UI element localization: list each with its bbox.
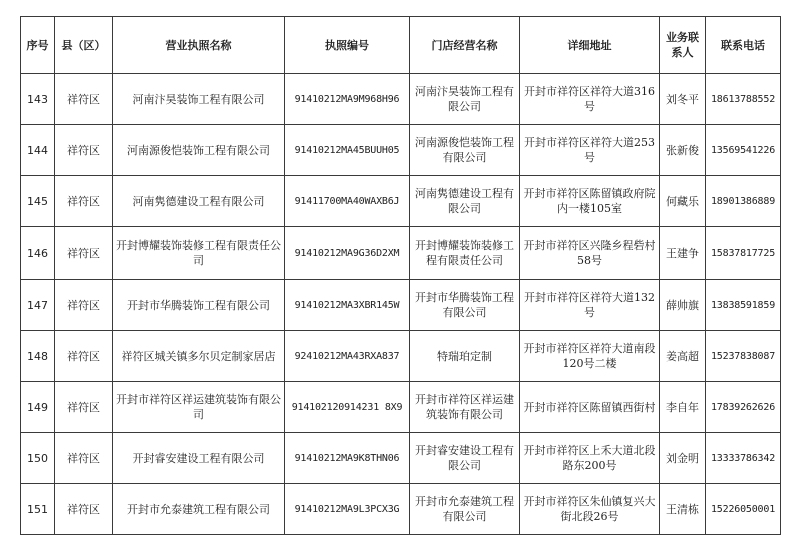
header-seq: 序号 [21,17,55,74]
table-body [21,74,781,535]
row-contact: 王建争 [660,227,706,280]
row-store-name: 河南源俊恺装饰工程有限公司 [410,125,520,176]
row-license-no: 914102120914231 8X9 [285,382,410,433]
row-license-no: 91410212MA9G36D2XM [285,227,410,280]
row-contact: 薛帅旗 [660,280,706,331]
row-phone: 17839262626 [706,382,781,433]
row-phone: 15237838087 [706,331,781,382]
row-contact: 李自年 [660,382,706,433]
row-contact: 刘冬平 [660,74,706,125]
row-license-name: 开封市华腾装饰工程有限公司 [113,280,285,331]
row-address: 开封市祥符区祥符大道132号 [520,280,660,331]
table-row [21,125,781,176]
row-phone: 13569541226 [706,125,781,176]
row-store-name: 开封市祥符区祥运建筑装饰有限公司 [410,382,520,433]
row-district: 祥符区 [55,433,113,484]
table-row [21,74,781,125]
header-district: 县（区） [55,17,113,74]
record-sheet [20,16,780,535]
row-license-no: 91410212MA45BUUH05 [285,125,410,176]
header-license-no: 执照编号 [285,17,410,74]
row-address: 开封市祥符区陈留镇政府院内一楼105室 [520,176,660,227]
row-seq: 146 [21,227,55,280]
row-license-name: 开封睿安建设工程有限公司 [113,433,285,484]
row-address: 开封市祥符区兴隆乡程砦村58号 [520,227,660,280]
row-store-name: 开封市华腾装饰工程有限公司 [410,280,520,331]
row-license-name: 开封市允泰建筑工程有限公司 [113,484,285,535]
row-store-name: 特瑞珀定制 [410,331,520,382]
header-contact: 业务联系人 [660,17,706,74]
row-store-name: 河南隽德建设工程有限公司 [410,176,520,227]
row-seq: 147 [21,280,55,331]
row-license-name: 河南源俊恺装饰工程有限公司 [113,125,285,176]
header-store-name: 门店经营名称 [410,17,520,74]
row-contact: 姜高超 [660,331,706,382]
table-row [21,331,781,382]
row-contact: 王清栋 [660,484,706,535]
row-license-name: 祥符区城关镇多尔贝定制家居店 [113,331,285,382]
row-license-name: 河南隽德建设工程有限公司 [113,176,285,227]
header-license-name: 营业执照名称 [113,17,285,74]
row-license-no: 92410212MA43RXA837 [285,331,410,382]
row-license-name: 开封市祥符区祥运建筑装饰有限公司 [113,382,285,433]
row-district: 祥符区 [55,227,113,280]
row-district: 祥符区 [55,331,113,382]
row-seq: 143 [21,74,55,125]
table-row [21,484,781,535]
row-license-name: 开封博耀装饰装修工程有限责任公司 [113,227,285,280]
row-seq: 145 [21,176,55,227]
business-registry-table [20,16,781,535]
row-seq: 150 [21,433,55,484]
row-license-name: 河南汴昊装饰工程有限公司 [113,74,285,125]
row-district: 祥符区 [55,484,113,535]
row-license-no: 91410212MA3XBR145W [285,280,410,331]
row-district: 祥符区 [55,176,113,227]
header-address: 详细地址 [520,17,660,74]
header-row [21,17,781,74]
row-contact: 刘金明 [660,433,706,484]
row-store-name: 开封睿安建设工程有限公司 [410,433,520,484]
row-phone: 13333786342 [706,433,781,484]
row-license-no: 91410212MA9L3PCX3G [285,484,410,535]
row-phone: 15226050001 [706,484,781,535]
row-license-no: 91410212MA9K8THN06 [285,433,410,484]
table-row [21,382,781,433]
row-seq: 148 [21,331,55,382]
row-seq: 144 [21,125,55,176]
row-store-name: 河南汴昊装饰工程有限公司 [410,74,520,125]
row-district: 祥符区 [55,74,113,125]
row-contact: 张新俊 [660,125,706,176]
table-row [21,280,781,331]
row-address: 开封市祥符区陈留镇西街村 [520,382,660,433]
row-store-name: 开封市允泰建筑工程有限公司 [410,484,520,535]
row-seq: 151 [21,484,55,535]
table-row [21,176,781,227]
row-address: 开封市祥符区朱仙镇复兴大街北段26号 [520,484,660,535]
row-district: 祥符区 [55,382,113,433]
row-address: 开封市祥符区祥符大道253号 [520,125,660,176]
row-phone: 13838591859 [706,280,781,331]
row-phone: 18613788552 [706,74,781,125]
row-phone: 18901386889 [706,176,781,227]
table-row [21,433,781,484]
row-address: 开封市祥符区祥符大道316号 [520,74,660,125]
row-seq: 149 [21,382,55,433]
row-district: 祥符区 [55,280,113,331]
row-phone: 15837817725 [706,227,781,280]
row-address: 开封市祥符区上禾大道北段路东200号 [520,433,660,484]
row-district: 祥符区 [55,125,113,176]
table-row [21,227,781,280]
row-license-no: 91410212MA9M968H96 [285,74,410,125]
row-contact: 何藏乐 [660,176,706,227]
header-phone: 联系电话 [706,17,781,74]
row-store-name: 开封博耀装饰装修工程有限责任公司 [410,227,520,280]
row-license-no: 91411700MA40WAXB6J [285,176,410,227]
row-address: 开封市祥符区祥符大道南段120号二楼 [520,331,660,382]
